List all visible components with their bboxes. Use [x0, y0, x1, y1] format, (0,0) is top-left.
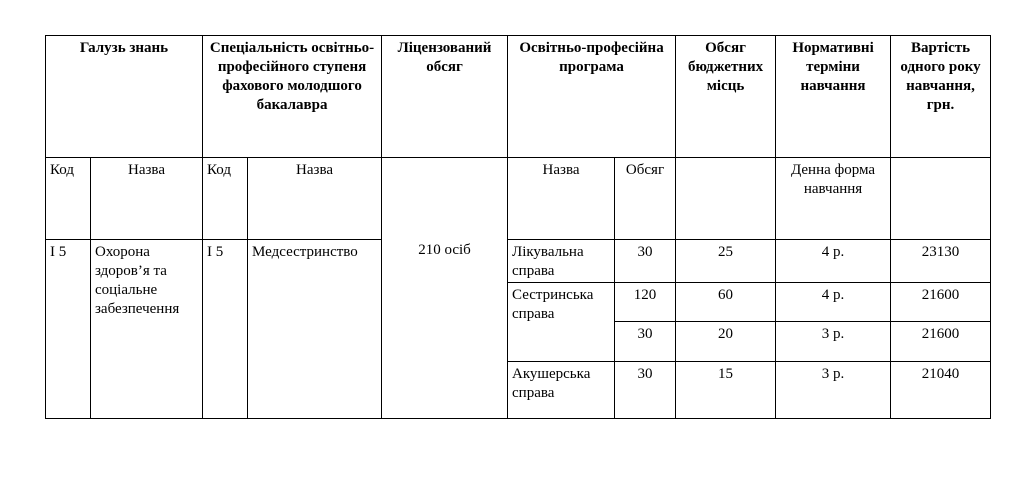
- program-budget: 60: [676, 283, 776, 322]
- header-row: [46, 36, 991, 158]
- field-name: Охорона здоров’я та соціальне забезпечення: [91, 240, 203, 419]
- specialty-code: I 5: [203, 240, 248, 419]
- program-cost: 21600: [891, 322, 991, 362]
- subheader-prog-volume: Обсяг: [615, 158, 676, 240]
- field-code: I 5: [46, 240, 91, 419]
- licensed-volume-value: 210 осіб: [418, 242, 471, 258]
- program-volume: 30: [615, 322, 676, 362]
- program-volume: 30: [615, 240, 676, 283]
- subheader-budget-empty: [676, 158, 776, 240]
- program-budget: 25: [676, 240, 776, 283]
- program-name: Сестринська справа: [508, 283, 615, 362]
- header-cost: Вартість одного року навчання, грн.: [891, 36, 991, 158]
- program-volume: 120: [615, 283, 676, 322]
- program-name: Акушерська справа: [508, 362, 615, 419]
- program-term: 3 р.: [776, 322, 891, 362]
- program-term: 3 р.: [776, 362, 891, 419]
- subheader-field-name: Назва: [91, 158, 203, 240]
- licensed-volume: [382, 158, 508, 419]
- specialty-name: Медсестринство: [248, 240, 382, 419]
- program-volume: 30: [615, 362, 676, 419]
- subheader-field-code: Код: [46, 158, 91, 240]
- header-field: Галузь знань: [46, 36, 203, 158]
- subheader-study-form: Денна форма навчання: [776, 158, 891, 240]
- program-cost: 21600: [891, 283, 991, 322]
- program-name: Лікувальна справа: [508, 240, 615, 283]
- subheader-cost-empty: [891, 158, 991, 240]
- programs-table: [45, 35, 991, 419]
- table-row: [46, 240, 991, 283]
- program-cost: 23130: [891, 240, 991, 283]
- header-licensed: Ліцензований обсяг: [382, 36, 508, 158]
- program-term: 4 р.: [776, 283, 891, 322]
- subheader-spec-name: Назва: [248, 158, 382, 240]
- subheader-row: [46, 158, 991, 240]
- subheader-spec-code: Код: [203, 158, 248, 240]
- header-program: Освітньо-професійна програма: [508, 36, 676, 158]
- program-budget: 15: [676, 362, 776, 419]
- program-budget: 20: [676, 322, 776, 362]
- subheader-prog-name: Назва: [508, 158, 615, 240]
- program-term: 4 р.: [776, 240, 891, 283]
- header-specialty: Спеціальність освітньо-професійного ступеня фахового молодшого бакалавра: [203, 36, 382, 158]
- header-terms: Нормативні терміни навчання: [776, 36, 891, 158]
- program-cost: 21040: [891, 362, 991, 419]
- header-budget: Обсяг бюджетних місць: [676, 36, 776, 158]
